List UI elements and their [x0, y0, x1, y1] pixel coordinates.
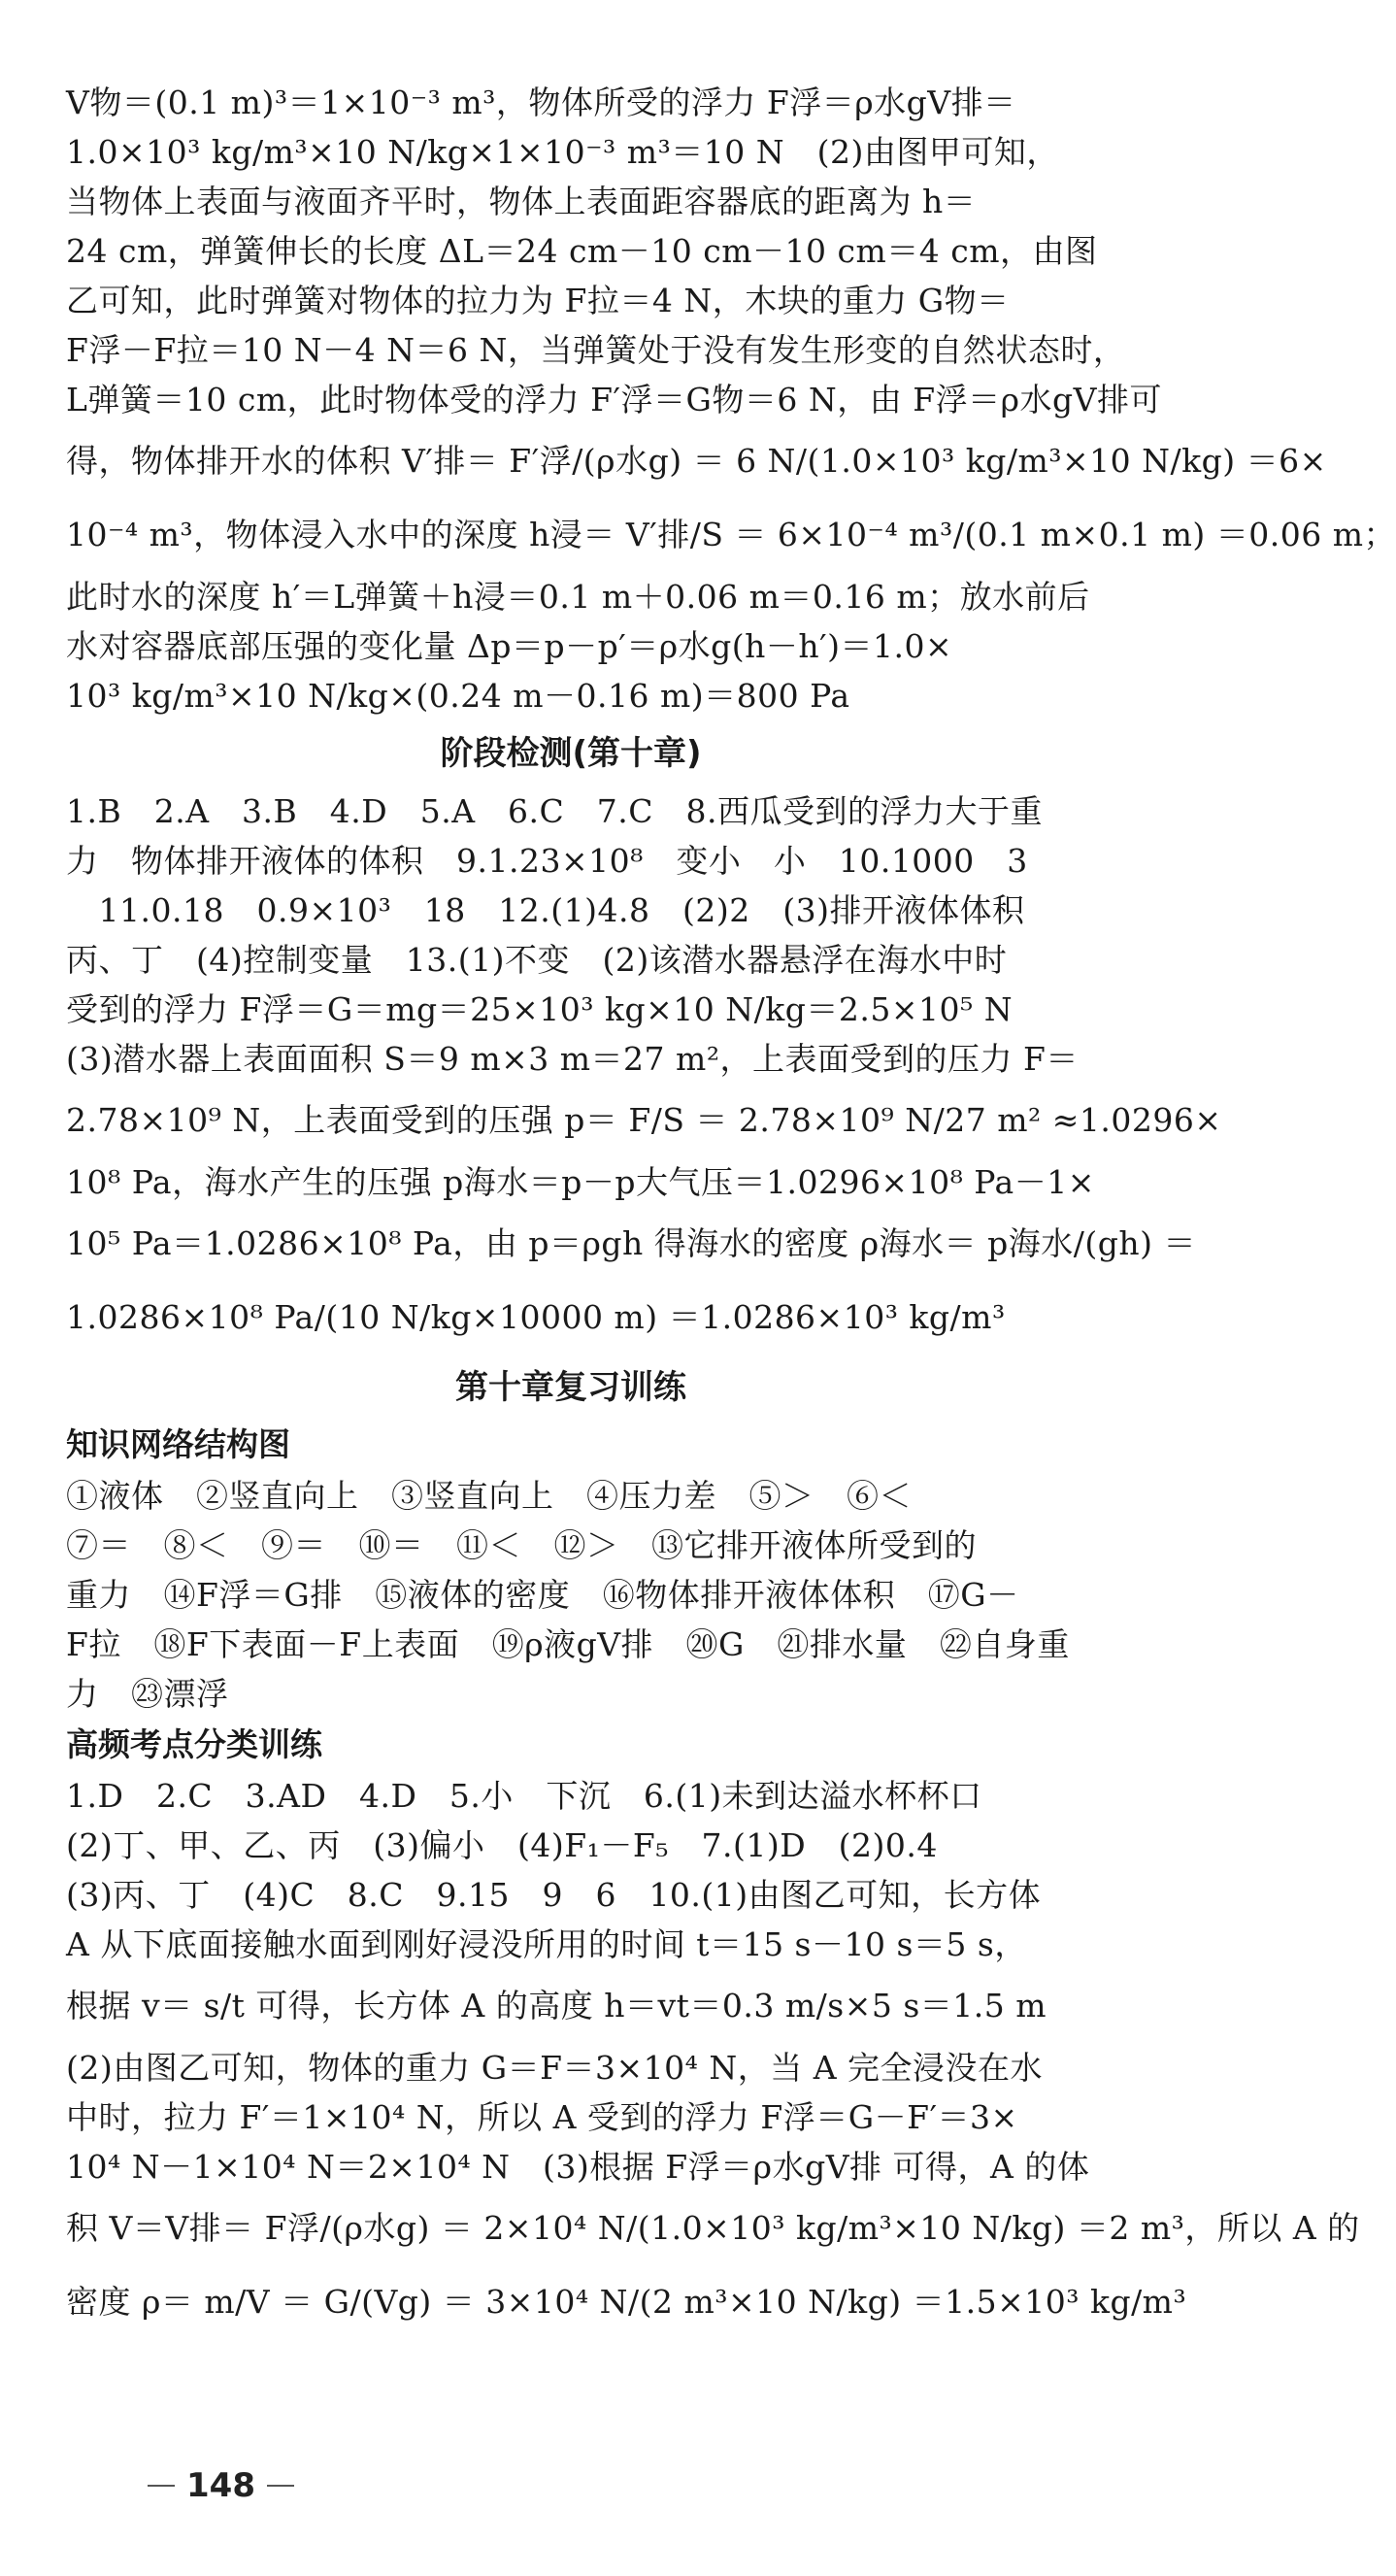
- text-line: (2)丁、甲、乙、丙 (3)偏小 (4)F₁－F₅ 7.(1)D (2)0.4: [66, 1826, 938, 1864]
- text-line: ①液体 ②竖直向上 ③竖直向上 ④压力差 ⑤＞ ⑥＜: [66, 1477, 912, 1515]
- text-line: 得，物体排开水的体积 V′排＝ F′浮/(ρ水g) ＝ 6 N/(1.0×10³ kg/m³×10 N/kg) ＝6×: [66, 442, 1327, 480]
- text-line: 10³ kg/m³×10 N/kg×(0.24 m－0.16 m)＝800 Pa: [66, 677, 850, 715]
- text-line: 11.0.18 0.9×10³ 18 12.(1)4.8 (2)2 (3)排开液体体积: [66, 891, 1025, 929]
- text-line: (2)由图乙可知，物体的重力 G＝F＝3×10⁴ N，当 A 完全浸没在水: [66, 2049, 1044, 2087]
- text-line: 重力 ⑭F浮＝G排 ⑮液体的密度 ⑯物体排开液体体积 ⑰G－: [66, 1576, 1019, 1614]
- text-line: F拉 ⑱F下表面－F上表面 ⑲ρ液gV排 ⑳G ㉑排水量 ㉒自身重: [66, 1625, 1070, 1663]
- section-title-review: 第十章复习训练: [455, 1368, 686, 1407]
- subsection-title-frequent-points: 高频考点分类训练: [66, 1725, 322, 1763]
- text-line: F浮－F拉＝10 N－4 N＝6 N，当弹簧处于没有发生形变的自然状态时，: [66, 331, 1126, 369]
- page-footer: [148, 2466, 294, 2505]
- text-line: V物＝(0.1 m)³＝1×10⁻³ m³，物体所受的浮力 F浮＝ρ水gV排＝: [66, 84, 1016, 121]
- text-line: 1.B 2.A 3.B 4.D 5.A 6.C 7.C 8.西瓜受到的浮力大于重: [66, 792, 1044, 830]
- text-line: 受到的浮力 F浮＝G＝mg＝25×10³ kg×10 N/kg＝2.5×10⁵ N: [66, 990, 1014, 1028]
- text-line: 1.0286×10⁸ Pa/(10 N/kg×10000 m) ＝1.0286×10³ kg/m³: [66, 1298, 1006, 1336]
- text-line: 10⁵ Pa＝1.0286×10⁸ Pa，由 p＝ρgh 得海水的密度 ρ海水＝ p海水/(gh) ＝: [66, 1224, 1196, 1262]
- footer-dash-right: [267, 2485, 294, 2487]
- text-line: 此时水的深度 h′＝L弹簧＋h浸＝0.1 m＋0.06 m＝0.16 m；放水前后: [66, 578, 1090, 616]
- block-frequent-points: [66, 1771, 1360, 2339]
- text-line: 丙、丁 (4)控制变量 13.(1)不变 (2)该潜水器悬浮在海水中时: [66, 941, 1008, 979]
- text-line: 密度 ρ＝ m/V ＝ G/(Vg) ＝ 3×10⁴ N/(2 m³×10 N/kg) ＝1.5×10³ kg/m³: [66, 2283, 1187, 2321]
- block-stage-test: [66, 786, 1222, 1355]
- page-number: 148: [186, 2466, 255, 2505]
- text-line: 水对容器底部压强的变化量 Δp＝p－p′＝ρ水g(h－h′)＝1.0×: [66, 627, 953, 665]
- text-line: 10⁸ Pa，海水产生的压强 p海水＝p－p大气压＝1.0296×10⁸ Pa－1×: [66, 1163, 1095, 1201]
- section-title-stage-test: 阶段检测(第十章): [440, 734, 702, 773]
- text-line: 1.D 2.C 3.AD 4.D 5.小 下沉 6.(1)未到达溢水杯杯口: [66, 1777, 982, 1815]
- text-line: L弹簧＝10 cm，此时物体受的浮力 F′浮＝G物＝6 N，由 F浮＝ρ水gV排可: [66, 381, 1163, 418]
- text-line: 力 物体排开液体的体积 9.1.23×10⁸ 变小 小 10.1000 3: [66, 842, 1028, 880]
- text-line: (3)丙、丁 (4)C 8.C 9.15 9 6 10.(1)由图乙可知，长方体: [66, 1876, 1042, 1914]
- block-knowledge-map: [66, 1471, 1076, 1719]
- text-line: 10⁻⁴ m³，物体浸入水中的深度 h浸＝ V′排/S ＝ 6×10⁻⁴ m³/(0.1 m×0.1 m) ＝0.06 m；: [66, 516, 1396, 553]
- text-line: 24 cm，弹簧伸长的长度 ΔL＝24 cm－10 cm－10 cm＝4 cm，由图: [66, 232, 1098, 270]
- block-top: [66, 78, 1396, 720]
- footer-dash-left: [148, 2485, 175, 2487]
- text-line: 积 V＝V排＝ F浮/(ρ水g) ＝ 2×10⁴ N/(1.0×10³ kg/m³×10 N/kg) ＝2 m³，所以 A 的: [66, 2209, 1360, 2247]
- text-line: 当物体上表面与液面齐平时，物体上表面距容器底的距离为 h＝: [66, 183, 977, 220]
- text-line: A 从下底面接触水面到刚好浸没所用的时间 t＝15 s－10 s＝5 s，: [66, 1925, 1027, 1963]
- text-line: 乙可知，此时弹簧对物体的拉力为 F拉＝4 N，木块的重力 G物＝: [66, 282, 1010, 319]
- text-line: 2.78×10⁹ N，上表面受到的压强 p＝ F/S ＝ 2.78×10⁹ N/27 m² ≈1.0296×: [66, 1101, 1222, 1139]
- text-line: 10⁴ N－1×10⁴ N＝2×10⁴ N (3)根据 F浮＝ρ水gV排 可得，A 的体: [66, 2148, 1090, 2186]
- text-line: 根据 v＝ s/t 可得，长方体 A 的高度 h＝vt＝0.3 m/s×5 s＝1.5 m: [66, 1987, 1047, 2024]
- answer-page: [66, 78, 1396, 2339]
- text-line: 中时，拉力 F′＝1×10⁴ N，所以 A 受到的浮力 F浮＝G－F′＝3×: [66, 2098, 1018, 2136]
- text-line: (3)潜水器上表面面积 S＝9 m×3 m＝27 m²，上表面受到的压力 F＝: [66, 1040, 1079, 1078]
- text-line: 力 ㉓漂浮: [66, 1675, 229, 1713]
- text-line: 1.0×10³ kg/m³×10 N/kg×1×10⁻³ m³＝10 N (2)由图甲可知，: [66, 133, 1059, 171]
- text-line: ⑦＝ ⑧＜ ⑨＝ ⑩＝ ⑪＜ ⑫＞ ⑬它排开液体所受到的: [66, 1526, 977, 1564]
- subsection-title-knowledge-map: 知识网络结构图: [66, 1425, 290, 1463]
